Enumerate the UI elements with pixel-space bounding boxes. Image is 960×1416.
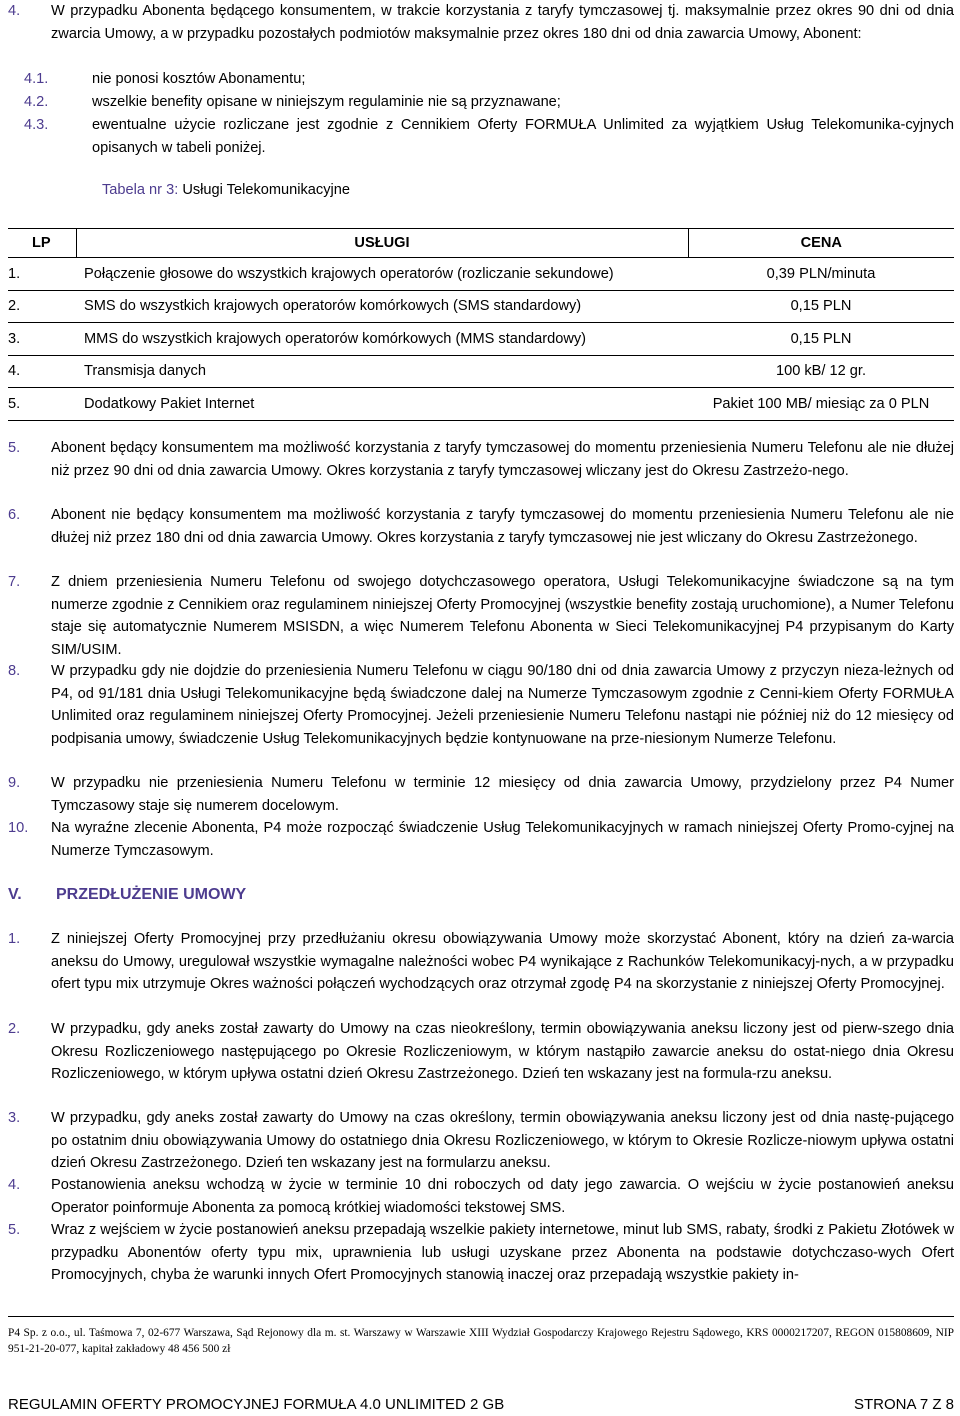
services-table bbox=[8, 228, 954, 421]
paragraph-text: Z dniem przeniesienia Numeru Telefonu od swojego dotychczasowego operatora, Usługi Telekomunikacyjne świadczone są na tym numerze zgodnie z Cennikiem oraz regulaminem niniejszej Oferty Promocyjnej (wszystkie benefity zostają uruchomione), a Numer Telefonu staje się automatycznie Numerem MSISDN, a więc Numerem Telefonu Abonenta w Sieci Telekomunikacyjnej P4 przypisanym do Karty SIM/USIM. bbox=[51, 574, 954, 658]
section-paragraph-3 bbox=[8, 1107, 954, 1175]
subparagraph-number: 4.2. bbox=[24, 94, 49, 110]
paragraph-number: 4. bbox=[8, 1177, 21, 1193]
cell-price: 0,15 PLN bbox=[688, 290, 954, 323]
section-paragraph-1 bbox=[8, 928, 954, 996]
paragraph-number: 5. bbox=[8, 1222, 21, 1238]
table-row bbox=[8, 290, 954, 323]
paragraph-9 bbox=[8, 772, 954, 817]
paragraph-text: Abonent będący konsumentem ma możliwość korzystania z taryfy tymczasowej do momentu przeniesienia Numeru Telefonu ale nie dłużej niż przez 90 dni od dnia zawarcia Umowy. Okres korzystania z taryfy tymczasowej wliczany jest do Okresu Zastrzeżo-nego. bbox=[51, 440, 954, 479]
company-footnote: P4 Sp. z o.o., ul. Taśmowa 7, 02-677 Warszawa, Sąd Rejonowy dla m. st. Warszawy w Warszawie XIII Wydział Gospodarczy Krajowego Rejestru Sądowego, KRS 0000217207, REGON 015808609, NIP 951-21-20-077, kapitał zakładowy 48 456 500 zł bbox=[8, 1327, 954, 1355]
paragraph-text: Wraz z wejściem w życie postanowień aneksu przepadają wszelkie pakiety internetowe, minut lub SMS, rabaty, środki z Pakietu Złotówek w przypadku Abonentów oferty typu mix, uprawnienia lub usługi uzyskane przez Abonenta na podstawie dotychczaso-wych Ofert Promocyjnych, chyba że warunki innych Ofert Promocyjnych stanowią inaczej oraz przepadają wszystkie pakiety in- bbox=[51, 1222, 954, 1283]
paragraph-text: W przypadku, gdy aneks został zawarty do Umowy na czas określony, termin obowiązywania aneksu liczony jest od dnia nastę-pującego po ostatnim dniu obowiązywania Umowy do ostatniego dnia Okresu Rozliczeniowego, w którym to Okresie Rozlicze-niowym upływa ostatni dzień Okresu Zastrzeżonego. Dzień ten wskazany jest na formularzu aneksu. bbox=[51, 1110, 954, 1171]
paragraph-text: W przypadku nie przeniesienia Numeru Telefonu w terminie 12 miesięcy od dnia zawarcia Umowy, przydzielony przez P4 Numer Tymczasowy staje się numerem docelowym. bbox=[51, 775, 954, 814]
paragraph-4 bbox=[8, 0, 954, 45]
subparagraph-4-2 bbox=[24, 91, 954, 114]
subparagraph-text: nie ponosi kosztów Abonamentu; bbox=[92, 71, 306, 87]
subparagraph-number: 4.1. bbox=[24, 71, 49, 87]
cell-price: 0,39 PLN/minuta bbox=[688, 258, 954, 291]
paragraph-number: 1. bbox=[8, 931, 21, 947]
subparagraph-text: wszelkie benefity opisane w niniejszym regulaminie nie są przyznawane; bbox=[92, 94, 561, 110]
section-title: PRZEDŁUŻENIE UMOWY bbox=[56, 886, 247, 903]
page-number: STRONA 7 Z 8 bbox=[853, 1396, 954, 1413]
cell-service: Połączenie głosowe do wszystkich krajowych operatorów (rozliczanie sekundowe) bbox=[76, 258, 688, 291]
table-header-row bbox=[8, 229, 954, 258]
cell-price: 100 kB/ 12 gr. bbox=[688, 355, 954, 388]
paragraph-text: W przypadku, gdy aneks został zawarty do Umowy na czas nieokreślony, termin obowiązywania aneksu liczony jest od pierw-szego dnia Okresu Rozliczeniowego następującego po Okresie Rozliczeniowym, w którym nastąpiło zawarcie aneksu do ostat-niego dnia Okresu Rozliczeniowego, w którym upływa ostatni dzień Okresu Zastrzeżonego. Dzień ten wskazany jest na formula-rzu aneksu. bbox=[51, 1021, 954, 1082]
cell-price: 0,15 PLN bbox=[688, 323, 954, 356]
paragraph-number: 2. bbox=[8, 1021, 21, 1037]
paragraph-text: W przypadku gdy nie dojdzie do przeniesienia Numeru Telefonu w ciągu 90/180 dni od dnia zawarcia Umowy z przyczyn nieza-leżnych od P4, od 91/181 dnia Usługi Telekomunikacyjne będą świadczone dalej na Numerze Tymczasowym zgodnie z Cenni-kiem Oferty FORMUŁA Unlimited oraz regulaminem niniejszej Oferty Promocyjnej. Jeżeli przeniesienie Numeru Telefonu nastąpi nie później niż do 12 miesięcy od podpisania umowy, świadczenie Usług Telekomunikacyjnych będzie kontynuowane na prze-niesionym Numerze Telefonu. bbox=[51, 663, 954, 747]
paragraph-text: Na wyraźne zlecenie Abonenta, P4 może rozpocząć świadczenie Usług Telekomunikacyjnych w ramach niniejszej Oferty Promo-cyjnej na Numerze Tymczasowym. bbox=[51, 820, 954, 859]
paragraph-number: 8. bbox=[8, 663, 21, 679]
paragraph-text: W przypadku Abonenta będącego konsumentem, w trakcie korzystania z taryfy tymczasowej tj. maksymalnie przez okres 90 dni od dnia zwarcia Umowy, a w przypadku pozostałych podmiotów maksymalnie przez okres 180 dni od dnia zawarcia Umowy, Abonent: bbox=[51, 3, 954, 42]
paragraph-10 bbox=[8, 817, 954, 862]
table-caption-title: Usługi Telekomunikacyjne bbox=[182, 182, 350, 198]
section-paragraph-4 bbox=[8, 1174, 954, 1219]
cell-lp: 1. bbox=[8, 258, 76, 291]
table-caption-label: Tabela nr 3: bbox=[102, 182, 179, 198]
section-heading bbox=[8, 884, 246, 906]
paragraph-8 bbox=[8, 660, 954, 750]
page-footer bbox=[8, 1396, 954, 1414]
paragraph-6 bbox=[8, 504, 954, 549]
cell-lp: 4. bbox=[8, 355, 76, 388]
paragraph-number: 3. bbox=[8, 1110, 21, 1126]
table-row bbox=[8, 258, 954, 291]
document-title: REGULAMIN OFERTY PROMOCYJNEJ FORMUŁA 4.0 UNLIMITED 2 GB bbox=[8, 1396, 505, 1413]
footer-divider bbox=[8, 1316, 954, 1317]
paragraph-5 bbox=[8, 437, 954, 482]
cell-lp: 3. bbox=[8, 323, 76, 356]
header-uslugi: USŁUGI bbox=[76, 229, 688, 258]
paragraph-text: Postanowienia aneksu wchodzą w życie w terminie 10 dni roboczych od daty jego zawarcia. O wejściu w życie postanowień aneksu Operator poinformuje Abonenta za pomocą krótkiej wiadomości tekstowej SMS. bbox=[51, 1177, 954, 1216]
subparagraph-number: 4.3. bbox=[24, 117, 49, 133]
table-row bbox=[8, 388, 954, 421]
section-number: V. bbox=[8, 886, 22, 903]
paragraph-number: 4. bbox=[8, 3, 21, 19]
paragraph-number: 7. bbox=[8, 574, 21, 590]
paragraph-number: 10. bbox=[8, 820, 29, 836]
cell-lp: 5. bbox=[8, 388, 76, 421]
cell-price: Pakiet 100 MB/ miesiąc za 0 PLN bbox=[688, 388, 954, 421]
section-paragraph-5 bbox=[8, 1219, 954, 1287]
section-paragraph-2 bbox=[8, 1018, 954, 1086]
cell-service: MMS do wszystkich krajowych operatorów komórkowych (MMS standardowy) bbox=[76, 323, 688, 356]
table-row bbox=[8, 323, 954, 356]
header-cena: CENA bbox=[688, 229, 954, 258]
paragraph-text: Abonent nie będący konsumentem ma możliwość korzystania z taryfy tymczasowej do momentu przeniesienia Numeru Telefonu ale nie dłużej niż przez 180 dni od dnia zawarcia Umowy. Okres korzystania z taryfy tymczasowej nie jest wliczany do Okresu Zastrzeżonego. bbox=[51, 507, 954, 546]
subparagraph-4-3 bbox=[24, 114, 954, 159]
table-caption bbox=[102, 180, 350, 200]
header-lp: LP bbox=[8, 229, 76, 258]
paragraph-number: 5. bbox=[8, 440, 21, 456]
paragraph-number: 6. bbox=[8, 507, 21, 523]
paragraph-number: 9. bbox=[8, 775, 21, 791]
table-row bbox=[8, 355, 954, 388]
subparagraph-4-1 bbox=[24, 68, 954, 91]
paragraph-text: Z niniejszej Oferty Promocyjnej przy przedłużaniu okresu obowiązywania Umowy może skorzystać Abonent, który na dzień za-warcia aneksu do Umowy, uregulował wszystkie wymagalne należności wobec P4 wynikające z Rachunków Telekomunikacyj-nych, a w przypadku ofert typu mix utrzymuje Okres ważności połączeń wychodzących oraz otrzymał zgodę P4 na skorzystanie z niniejszej Oferty Promocyjnej. bbox=[51, 931, 954, 992]
paragraph-7 bbox=[8, 571, 954, 661]
subparagraph-text: ewentualne użycie rozliczane jest zgodnie z Cennikiem Oferty FORMUŁA Unlimited za wyjątkiem Usług Telekomunika-cyjnych opisanych w tabeli poniżej. bbox=[92, 117, 954, 156]
cell-lp: 2. bbox=[8, 290, 76, 323]
cell-service: Transmisja danych bbox=[76, 355, 688, 388]
cell-service: Dodatkowy Pakiet Internet bbox=[76, 388, 688, 421]
cell-service: SMS do wszystkich krajowych operatorów komórkowych (SMS standardowy) bbox=[76, 290, 688, 323]
